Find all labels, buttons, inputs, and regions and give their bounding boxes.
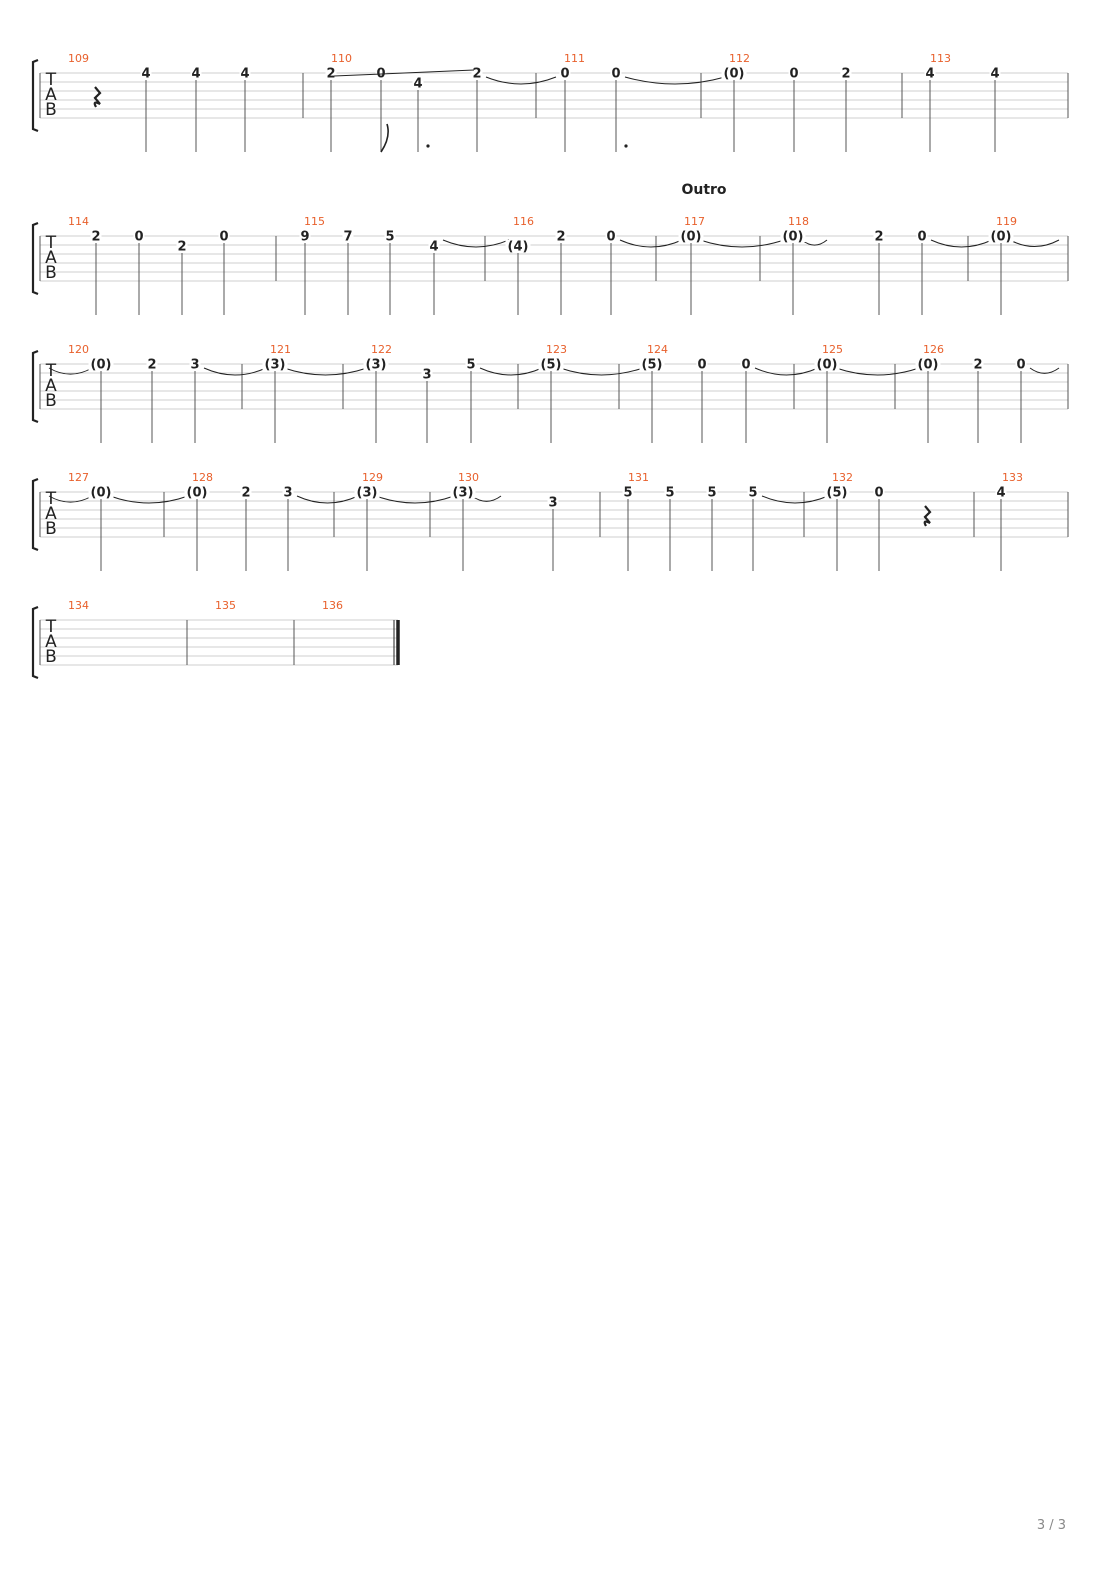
fret-number: 5 [623, 485, 633, 501]
fret-number: 4 [996, 485, 1006, 501]
dot-icon [624, 144, 627, 147]
fret-number: 2 [91, 229, 101, 245]
tab-system [33, 471, 1068, 571]
system-bracket [33, 60, 38, 131]
fret-number: (0) [90, 357, 112, 373]
measure-number: 130 [458, 471, 479, 484]
tie-arc [480, 368, 542, 375]
fret-number: 4 [925, 66, 935, 82]
tab-clef-letter: A [45, 248, 57, 268]
fret-number: 3 [422, 367, 432, 383]
measure-number: 116 [513, 215, 534, 228]
tab-clef-letter: T [45, 70, 57, 90]
fret-number: (5) [641, 357, 663, 373]
fret-number: (0) [816, 357, 838, 373]
tab-clef-letter: A [45, 376, 57, 396]
fret-number: 2 [147, 357, 157, 373]
section-label: Outro [681, 182, 727, 198]
measure-number: 129 [362, 471, 383, 484]
measure-number: 114 [68, 215, 89, 228]
measure-number: 128 [192, 471, 213, 484]
fret-number: 2 [472, 66, 482, 82]
fret-number: 0 [611, 66, 621, 82]
page-number: 3 / 3 [1036, 1518, 1066, 1533]
tab-clef-letter: T [45, 617, 57, 637]
fret-number: 0 [917, 229, 927, 245]
tie-arc [110, 496, 188, 503]
measure-number: 124 [647, 343, 668, 356]
fret-number: 2 [874, 229, 884, 245]
measure-number: 132 [832, 471, 853, 484]
fret-number: 4 [429, 239, 439, 255]
tab-clef-letter: T [45, 489, 57, 509]
system-bracket [33, 479, 38, 550]
fret-number: (3) [356, 485, 378, 501]
measure-number: 126 [923, 343, 944, 356]
fret-number: (3) [264, 357, 286, 373]
fret-number: 0 [560, 66, 570, 82]
tie-arc [836, 368, 919, 375]
tab-system [33, 343, 1068, 443]
tab-clef-letter: A [45, 632, 57, 652]
measure-number: 136 [322, 599, 343, 612]
fret-number: 4 [141, 66, 151, 82]
fret-number: (3) [365, 357, 387, 373]
fret-number: 0 [789, 66, 799, 82]
eighth-flag-icon [381, 124, 388, 152]
fret-number: 3 [548, 495, 558, 511]
fret-number: (0) [186, 485, 208, 501]
tie-arc [625, 77, 725, 84]
fret-number: 5 [707, 485, 717, 501]
tie-arc [443, 240, 509, 247]
tie-arc [620, 240, 682, 247]
fret-number: (0) [723, 66, 745, 82]
fret-number: 7 [343, 229, 353, 245]
tab-clef-letter: B [45, 647, 57, 667]
fret-number: 2 [973, 357, 983, 373]
measure-number: 125 [822, 343, 843, 356]
tab-clef-letter: B [45, 100, 57, 120]
fret-number: 0 [1016, 357, 1026, 373]
fret-number: (0) [917, 357, 939, 373]
tab-clef-letter: B [45, 263, 57, 283]
measure-number: 122 [371, 343, 392, 356]
tab-clef-letter: B [45, 519, 57, 539]
fret-number: 2 [841, 66, 851, 82]
tie-arc [204, 368, 266, 375]
fret-number: 5 [466, 357, 476, 373]
fret-number: 5 [385, 229, 395, 245]
tie-arc [1010, 240, 1059, 247]
tie-arc [802, 240, 827, 245]
measure-number: 110 [331, 52, 352, 65]
measure-number: 135 [215, 599, 236, 612]
fret-number: 9 [300, 229, 310, 245]
measure-number: 120 [68, 343, 89, 356]
measure-number: 113 [930, 52, 951, 65]
measure-number: 115 [304, 215, 325, 228]
fret-number: 4 [240, 66, 250, 82]
fret-number: 0 [874, 485, 884, 501]
fret-number: (4) [507, 239, 529, 255]
fret-number: 2 [326, 66, 336, 82]
tie-arc [755, 368, 818, 375]
tie-arc [931, 240, 992, 247]
measure-number: 109 [68, 52, 89, 65]
fret-number: (0) [90, 485, 112, 501]
fret-number: 5 [665, 485, 675, 501]
tie-arc [486, 77, 556, 84]
fret-number: 3 [190, 357, 200, 373]
measure-number: 119 [996, 215, 1017, 228]
measure-number: 121 [270, 343, 291, 356]
measure-number: 134 [68, 599, 89, 612]
fret-number: 2 [241, 485, 251, 501]
fret-number: 0 [741, 357, 751, 373]
system-bracket [33, 607, 38, 678]
tab-system [33, 52, 1068, 152]
measure-number: 111 [564, 52, 585, 65]
fret-number: 3 [283, 485, 293, 501]
tie-arc [762, 496, 828, 503]
tab-system [33, 599, 398, 678]
dot-icon [426, 144, 429, 147]
fret-number: (5) [826, 485, 848, 501]
measure-number: 127 [68, 471, 89, 484]
fret-number: (0) [680, 229, 702, 245]
measure-number: 118 [788, 215, 809, 228]
system-bracket [33, 223, 38, 294]
fret-number: (5) [540, 357, 562, 373]
fret-number: (0) [782, 229, 804, 245]
quarter-rest-icon [925, 506, 930, 526]
fret-number: 4 [191, 66, 201, 82]
tab-clef-letter: A [45, 85, 57, 105]
fret-number: 0 [134, 229, 144, 245]
measure-number: 131 [628, 471, 649, 484]
tab-clef-letter: A [45, 504, 57, 524]
fret-number: 0 [606, 229, 616, 245]
tab-clef-letter: B [45, 391, 57, 411]
system-bracket [33, 351, 38, 422]
fret-number: 5 [748, 485, 758, 501]
fret-number: 4 [990, 66, 1000, 82]
tab-clef-letter: T [45, 233, 57, 253]
tie-arc [376, 496, 454, 503]
measure-number: 133 [1002, 471, 1023, 484]
tie-arc [560, 368, 643, 375]
measure-number: 112 [729, 52, 750, 65]
fret-number: (0) [990, 229, 1012, 245]
tie-arc [297, 496, 358, 503]
measure-number: 117 [684, 215, 705, 228]
fret-number: 0 [697, 357, 707, 373]
tie-arc [284, 368, 367, 375]
fret-number: (3) [452, 485, 474, 501]
fret-number: 2 [177, 239, 187, 255]
tab-system [33, 215, 1068, 315]
fret-number: 4 [413, 76, 423, 92]
quarter-rest-icon [95, 87, 100, 107]
measure-number: 123 [546, 343, 567, 356]
tie-arc [700, 240, 784, 247]
tab-clef-letter: T [45, 361, 57, 381]
fret-number: 2 [556, 229, 566, 245]
fret-number: 0 [219, 229, 229, 245]
